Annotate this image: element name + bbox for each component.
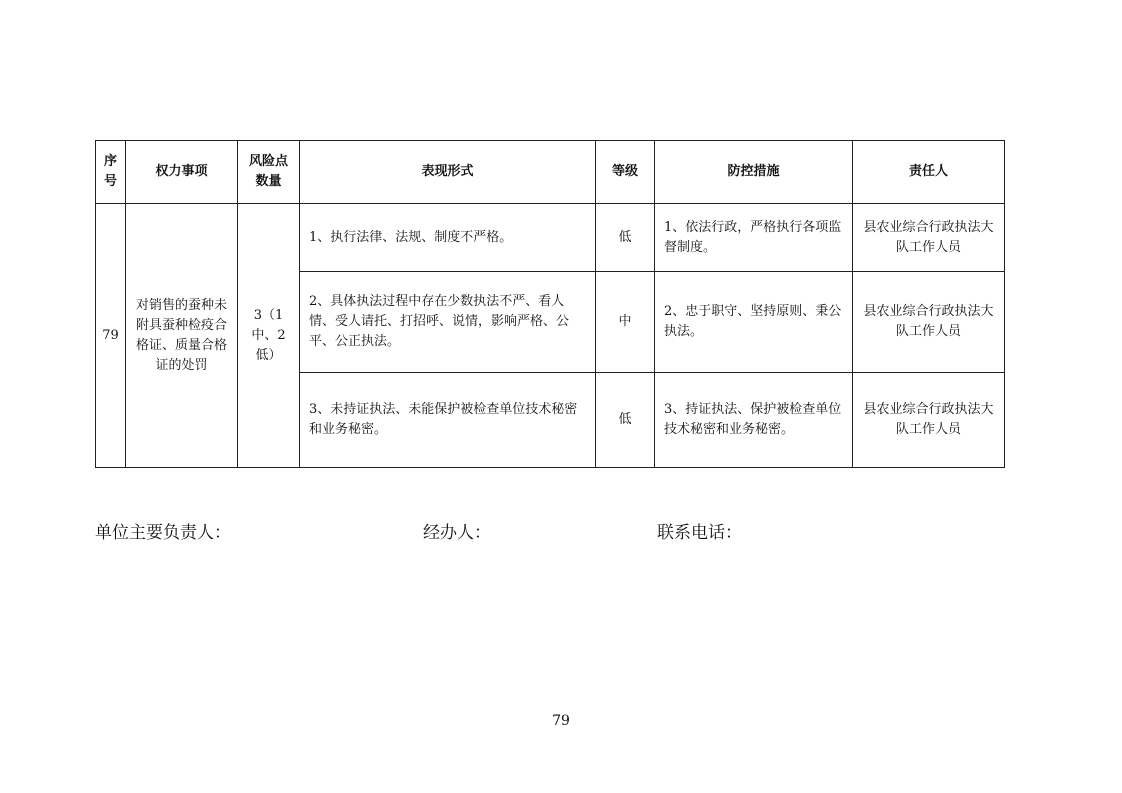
header-risk-count: 风险点数量 [238,141,300,204]
cell-manifestation: 1、执行法律、法规、制度不严格。 [300,204,596,272]
header-seq: 序号 [96,141,126,204]
header-measures: 防控措施 [655,141,853,204]
table-row [96,204,1005,272]
cell-measure: 2、忠于职守、坚持原则、秉公执法。 [655,272,853,373]
header-manifestation: 表现形式 [300,141,596,204]
cell-level: 中 [596,272,655,373]
cell-responsible: 县农业综合行政执法大队工作人员 [853,272,1005,373]
header-responsible: 责任人 [853,141,1005,204]
cell-risk-count: 3（1中、2低） [238,204,300,468]
cell-power-item: 对销售的蚕种未附具蚕种检疫合格证、质量合格证的处罚 [126,204,238,468]
cell-seq: 79 [96,204,126,468]
cell-measure: 3、持证执法、保护被检查单位技术秘密和业务秘密。 [655,373,853,468]
cell-responsible: 县农业综合行政执法大队工作人员 [853,204,1005,272]
header-power-item: 权力事项 [126,141,238,204]
cell-manifestation: 3、未持证执法、未能保护被检查单位技术秘密和业务秘密。 [300,373,596,468]
cell-responsible: 县农业综合行政执法大队工作人员 [853,373,1005,468]
risk-control-table [95,140,1005,468]
cell-measure: 1、依法行政，严格执行各项监督制度。 [655,204,853,272]
handler-label: 经办人： [423,523,491,543]
cell-level: 低 [596,373,655,468]
cell-level: 低 [596,204,655,272]
page-number: 79 [552,713,570,729]
phone-label: 联系电话： [657,523,742,543]
leader-label: 单位主要负责人： [95,523,231,543]
header-level: 等级 [596,141,655,204]
table-header-row [96,141,1005,204]
cell-manifestation: 2、具体执法过程中存在少数执法不严、看人情、受人请托、打招呼、说情，影响严格、公平、公正执法。 [300,272,596,373]
